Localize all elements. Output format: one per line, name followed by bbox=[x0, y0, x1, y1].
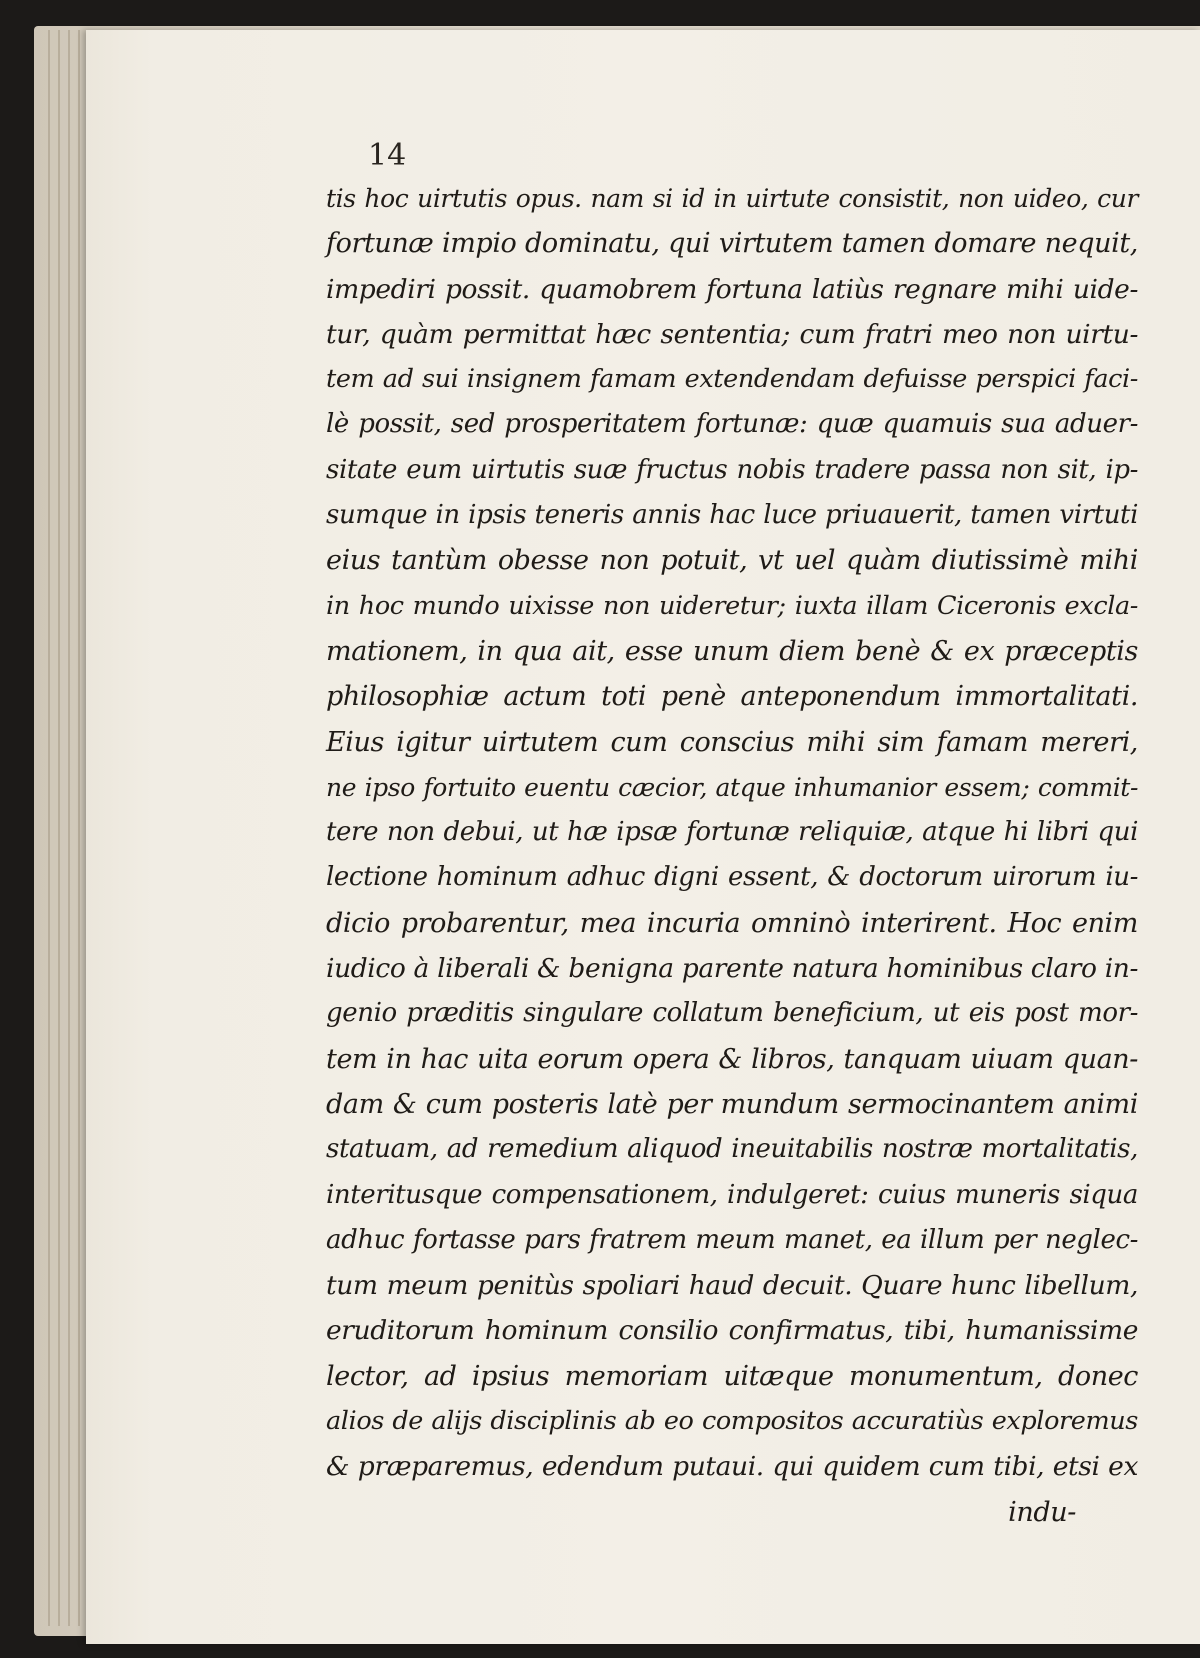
page-edge-line bbox=[78, 30, 80, 1626]
text-line: tere non debui, ut hæ ipsæ fortunæ reliquiæ, atque hi libri qui bbox=[326, 817, 1138, 848]
page-number: 14 bbox=[368, 138, 407, 173]
text-line: fortunæ impio dominatu, qui virtutem tamen domare nequit, bbox=[326, 228, 1138, 260]
text-line: interitusque compensationem, indulgeret: cuius muneris siqua bbox=[326, 1179, 1138, 1210]
text-line: & præparemus, edendum putaui. qui quidem cum tibi, etsi ex bbox=[326, 1451, 1138, 1483]
body-text bbox=[326, 176, 1138, 1535]
text-line: sitate eum uirtutis suæ fructus nobis tradere passa non sit, ip- bbox=[326, 454, 1138, 485]
text-line: tem in hac uita eorum opera & libros, tanquam uiuam quan- bbox=[326, 1043, 1138, 1075]
page-edge-line bbox=[48, 30, 50, 1626]
text-line: lè possit, sed prosperitatem fortunæ: quæ quamuis sua aduer- bbox=[326, 409, 1138, 440]
page-edge-line bbox=[68, 30, 70, 1626]
text-line: alios de alijs disciplinis ab eo compositos accuratiùs exploremus bbox=[326, 1406, 1138, 1437]
text-line: lector, ad ipsius memoriam uitæque monumentum, donec bbox=[326, 1360, 1138, 1392]
text-line: dam & cum posteris latè per mundum sermocinantem animi bbox=[326, 1088, 1138, 1120]
text-line: statuam, ad remedium aliquod ineuitabilis nostræ mortalitatis, bbox=[326, 1134, 1138, 1165]
text-line: dicio probarentur, mea incuria omninò interirent. Hoc enim bbox=[326, 907, 1138, 939]
text-line: eius tantùm obesse non potuit, vt uel quàm diutissimè mihi bbox=[326, 545, 1138, 577]
catchword: indu- bbox=[1008, 1496, 1076, 1528]
text-line: genio præditis singulare collatum beneficium, ut eis post mor- bbox=[326, 998, 1138, 1029]
text-line: ne ipso fortuito euentu cæcior, atque inhumanior essem; commit- bbox=[326, 772, 1138, 802]
text-line: eruditorum hominum consilio confirmatus, tibi, humanissime bbox=[326, 1315, 1138, 1347]
text-line: tur, quàm permittat hæc sententia; cum fratri meo non uirtu- bbox=[326, 318, 1138, 350]
text-line: in hoc mundo uixisse non uideretur; iuxta illam Ciceronis excla- bbox=[326, 590, 1138, 621]
text-line: tem ad sui insignem famam extendendam defuisse perspici faci- bbox=[326, 364, 1138, 395]
text-line: Eius igitur uirtutem cum conscius mihi sim famam mereri, bbox=[326, 726, 1138, 758]
text-line: tum meum penitùs spoliari haud decuit. Quare hunc libellum, bbox=[326, 1270, 1138, 1302]
text-line: iudico à liberali & benigna parente natura hominibus claro in- bbox=[326, 953, 1138, 985]
text-line: adhuc fortasse pars fratrem meum manet, ea illum per neglec- bbox=[326, 1224, 1138, 1255]
text-line: sumque in ipsis teneris annis hac luce priuauerit, tamen virtuti bbox=[326, 500, 1138, 531]
text-line: mationem, in qua ait, esse unum diem benè & ex præceptis bbox=[326, 635, 1138, 667]
text-line: impediri possit. quamobrem fortuna latiùs regnare mihi uide- bbox=[326, 273, 1138, 305]
page-edge-line bbox=[58, 30, 60, 1626]
text-line: tis hoc uirtutis opus. nam si id in uirtute consistit, non uideo, cur bbox=[326, 184, 1138, 213]
text-line: lectione hominum adhuc digni essent, & doctorum uirorum iu- bbox=[326, 862, 1138, 893]
text-line: philosophiæ actum toti penè anteponendum immortalitati. bbox=[326, 681, 1138, 713]
